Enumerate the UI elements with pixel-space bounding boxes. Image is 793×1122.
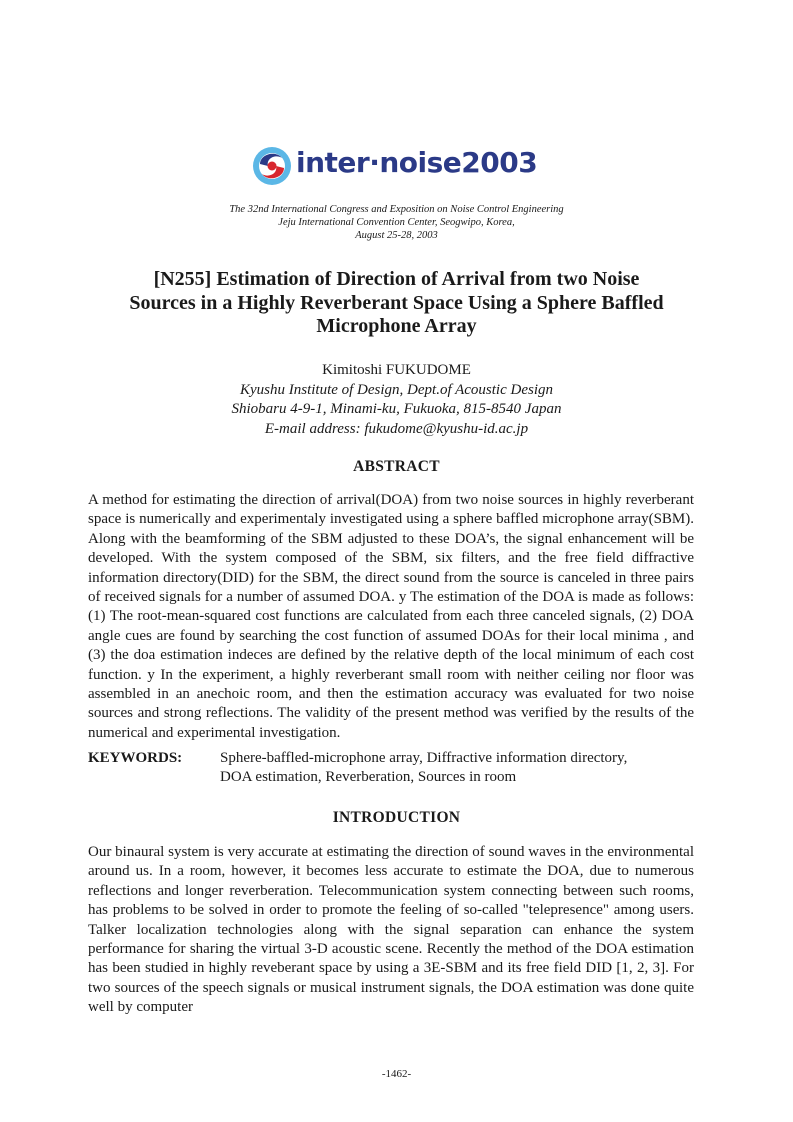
keywords-line-1: Sphere-baffled-microphone array, Diffractive information directory, — [220, 750, 628, 766]
abstract-text: A method for estimating the direction of arrival(DOA) from two noise sources in highly reverberant space is numerically and experimentaly investigated using a sphere baffled microphone array(SBM). Along with the beamforming of the SBM adjusted to these DOA’s, the signal enhancement will be developed. With the system composed of the SBM, six filters, and the free field diffractive information directory(DID) for the SBM, the direct sound from the source is canceled in three pairs of received signals for a number of assumed DOA. y The estimation of the DOA is made as follows: (1) The root-mean-squared cost functions are calculated from each three canceled signals, (2) DOA angle cues are found by searching the cost function of assumed DOAs for their local minima , and (3) the doa estimation indeces are defined by the relative depth of the local minimum of each cost function. y In the experiment, a highly reverberant small room with neither ceiling nor floor was assembled in an anechoic room, and then the estimation accuracy was evaluated for two noise sources and strong reflections. The validity of the present method was verified by the results of the numerical and experimental investigation. — [88, 492, 694, 741]
conference-venue: Jeju International Convention Center, Seogwipo, Korea, — [278, 217, 515, 228]
keywords-label: KEYWORDS: — [88, 750, 183, 766]
page-number: -1462- — [381, 1068, 412, 1080]
abstract-heading: ABSTRACT — [353, 458, 440, 475]
logo-wordmark: inter·noise2003 — [296, 146, 538, 179]
title-line-3: Microphone Array — [316, 315, 477, 337]
author-address: Shiobaru 4-9-1, Minami-ku, Fukuoka, 815-8540 Japan — [231, 401, 562, 417]
author-affiliation: Kyushu Institute of Design, Dept.of Acoustic Design — [239, 381, 554, 398]
conference-logo — [250, 136, 540, 198]
swirl-logo-icon — [250, 136, 300, 192]
logo-center-dot — [268, 162, 277, 171]
keywords-line-2: DOA estimation, Reverberation, Sources in room — [220, 769, 517, 786]
introduction-heading: INTRODUCTION — [332, 809, 461, 826]
author-block — [0, 361, 793, 439]
author-name: Kimitoshi FUKUDOME — [322, 362, 471, 378]
author-email: E-mail address: fukudome@kyushu-id.ac.jp — [264, 420, 529, 437]
title-line-2: Sources in a Highly Reverberant Space Using a Sphere Baffled — [129, 291, 664, 314]
conference-dates: August 25-28, 2003 — [355, 230, 438, 241]
conference-name: The 32nd International Congress and Exposition on Noise Control Engineering — [229, 204, 564, 215]
title-line-1: [N255] Estimation of Direction of Arrival from two Noise — [153, 268, 640, 290]
conference-info — [0, 203, 793, 242]
paper-title — [60, 268, 733, 339]
introduction-text: Our binaural system is very accurate at estimating the direction of sound waves in the environmental around us. In a room, however, it becomes less accurate to estimate the DOA, due to numerous reflections and longer reverberation. Telecommunication system connecting between such rooms, has problems to be solved in order to promote the feeling of so-called "telepresence" among users. Talker localization technologies along with the signal separation can enhance the system performance for sharing the virtual 3-D acoustic scene. Recently the method of the DOA estimation has been studied in highly reveberant space by using a 3E-SBM and its free field DID [1, 2, 3]. For two sources of the speech signals or musical instrument signals, the DOA estimation was done quite well by computer — [88, 844, 694, 1016]
